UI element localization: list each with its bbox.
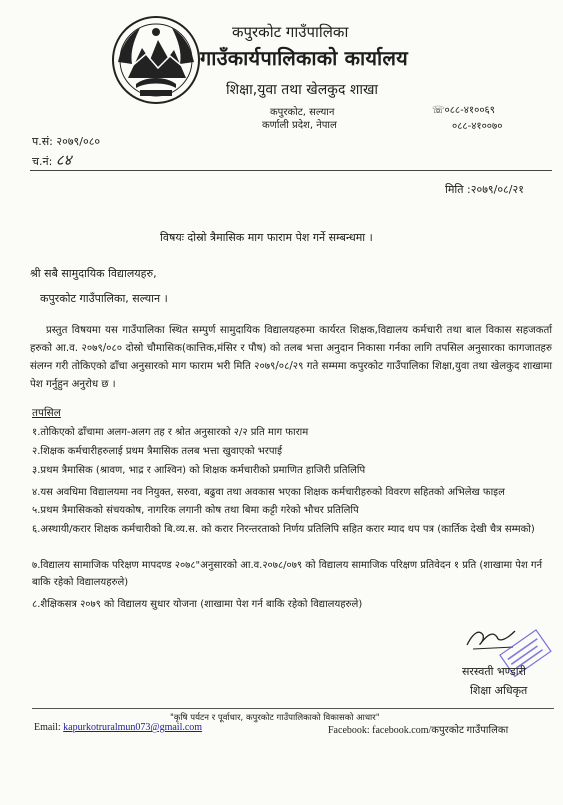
- header-address: कपुरकोट, सल्यान: [270, 107, 335, 118]
- signatory-name: सरस्वती भण्डारी: [462, 665, 526, 678]
- detail-item-8: ८.शैक्षिकसत्र २०७९ को विद्यालय सुधार योजना (शाखामा पेश गर्न बाकि रहेको विद्यालयहरुले): [32, 599, 363, 610]
- signatory-title: शिक्षा अधिकृत: [470, 684, 528, 697]
- detail-item-2: २.शिक्षक कर्मचारीहरुलाई प्रथम त्रैमासिक तलब भत्ता खुवाएको भरपाई: [32, 446, 283, 457]
- footer-email: [34, 722, 202, 733]
- footer-divider: [32, 708, 554, 709]
- details-heading: तपसिल: [32, 407, 61, 419]
- detail-item-1: १.तोकिएको ढाँचामा अलग-अलग तह र श्रोत अनुसारको २/२ प्रति माग फाराम: [32, 427, 309, 438]
- header-office: गाउँकार्यपालिकाको कार्यालय: [200, 46, 408, 70]
- header-province: कर्णाली प्रदेश, नेपाल: [262, 120, 337, 131]
- phone-number-1: ☏०८८-४१००६९: [432, 105, 495, 116]
- letter-body: प्रस्तुत विषयमा यस गाउँपालिका स्थित सम्पुर्ण सामुदायिक विद्यालयहरुमा कार्यरत शिक्षक,विद्यालय कर्मचारी तथा बाल विकास सहजकर्ता हरुको आ.व. २०७९/०८० दोस्रो चौमासिक(कात्तिक,मंसिर र पौष) को तलब भत्ता अनुदान निकासा गर्नका लागि तपसिल अनुसारका कागजातहरु संलग्न गरी तोकिएको ढाँचा अनुसारको माग फाराम भरी मिति २०७९/०८/२९ गते सम्ममा कपुरकोट गाउँपालिका शिक्षा,युवा तथा खेलकुद शाखामा पेश गर्नुहुन अनुरोध छ ।: [30, 325, 552, 390]
- detail-item-5: ५.प्रथम त्रैमासिकको संचयकोष, नागरिक लगानी कोष तथा बिमा कट्टी गरेको भौचर प्रतिलिपि: [32, 505, 359, 516]
- reference-cn-value: ८४: [55, 151, 72, 169]
- detail-item-7: ७.विद्यालय सामाजिक परिक्षण मापदण्ड २०७८"अनुसारको आ.व.२०७८/०७९ को विद्यालय सामाजिक परिक्षण प्रतिवेदन १ प्रति (शाखामा पेश गर्न बाकि रहेको विद्यालयहरुले): [32, 560, 543, 588]
- reference-cn-label: च.नं:: [32, 155, 53, 168]
- detail-item-6: ६.अस्थायी/करार शिक्षक कर्मचारीको बि.व्य.स. को करार निरन्तरताको निर्णय प्रतिलिपि सहित करार म्याद थप पत्र (कार्तिक देखी चैत्र सम्मको): [32, 524, 535, 535]
- header-section: शिक्षा,युवा तथा खेलकुद शाखा: [226, 82, 379, 98]
- letter-subject: विषयः दोस्रो त्रैमासिक माग फाराम पेश गर्ने सम्बन्धमा ।: [160, 231, 373, 244]
- addressee-line-2: कपुरकोट गाउँपालिका, सल्यान ।: [40, 292, 168, 305]
- reference-ps: प.सं: २०७९/०८०: [32, 135, 101, 148]
- footer-slogan: "कृषि पर्यटन र पूर्वाधार, कपुरकोट गाउँपालिकाको विकासको आधार": [170, 713, 380, 723]
- phone-number-2: ०८८-४१००७०: [452, 121, 503, 132]
- header-divider: [30, 170, 552, 171]
- detail-item-4: ४.यस अवधिमा विद्यालयमा नव नियुक्त, सरुवा, बढुवा तथा अवकास भएका शिक्षक कर्मचारीहरुको विवरण सहितको अभिलेख फाइल: [32, 487, 505, 498]
- email-label: Email:: [34, 722, 61, 733]
- footer-facebook[interactable]: Facebook: facebook.com/कपुरकोट गाउँपालिका: [328, 725, 509, 736]
- email-link[interactable]: kapurkotruralmun073@gmail.com: [63, 722, 203, 733]
- nepal-emblem-icon: [110, 14, 202, 106]
- detail-item-3: ३.प्रथम त्रैमासिक (श्रावण, भाद्र र आश्विन) को शिक्षक कर्मचारीको प्रमाणित हाजिरी प्रतिलिपि: [32, 465, 366, 476]
- reference-cn: [32, 150, 71, 170]
- addressee-line-1: श्री सबै सामुदायिक विद्यालयहरु,: [30, 267, 157, 280]
- letter-date: मिति :२०७९/०८/२१: [445, 183, 524, 196]
- header-municipality: कपुरकोट गाउँपालिका: [232, 23, 349, 41]
